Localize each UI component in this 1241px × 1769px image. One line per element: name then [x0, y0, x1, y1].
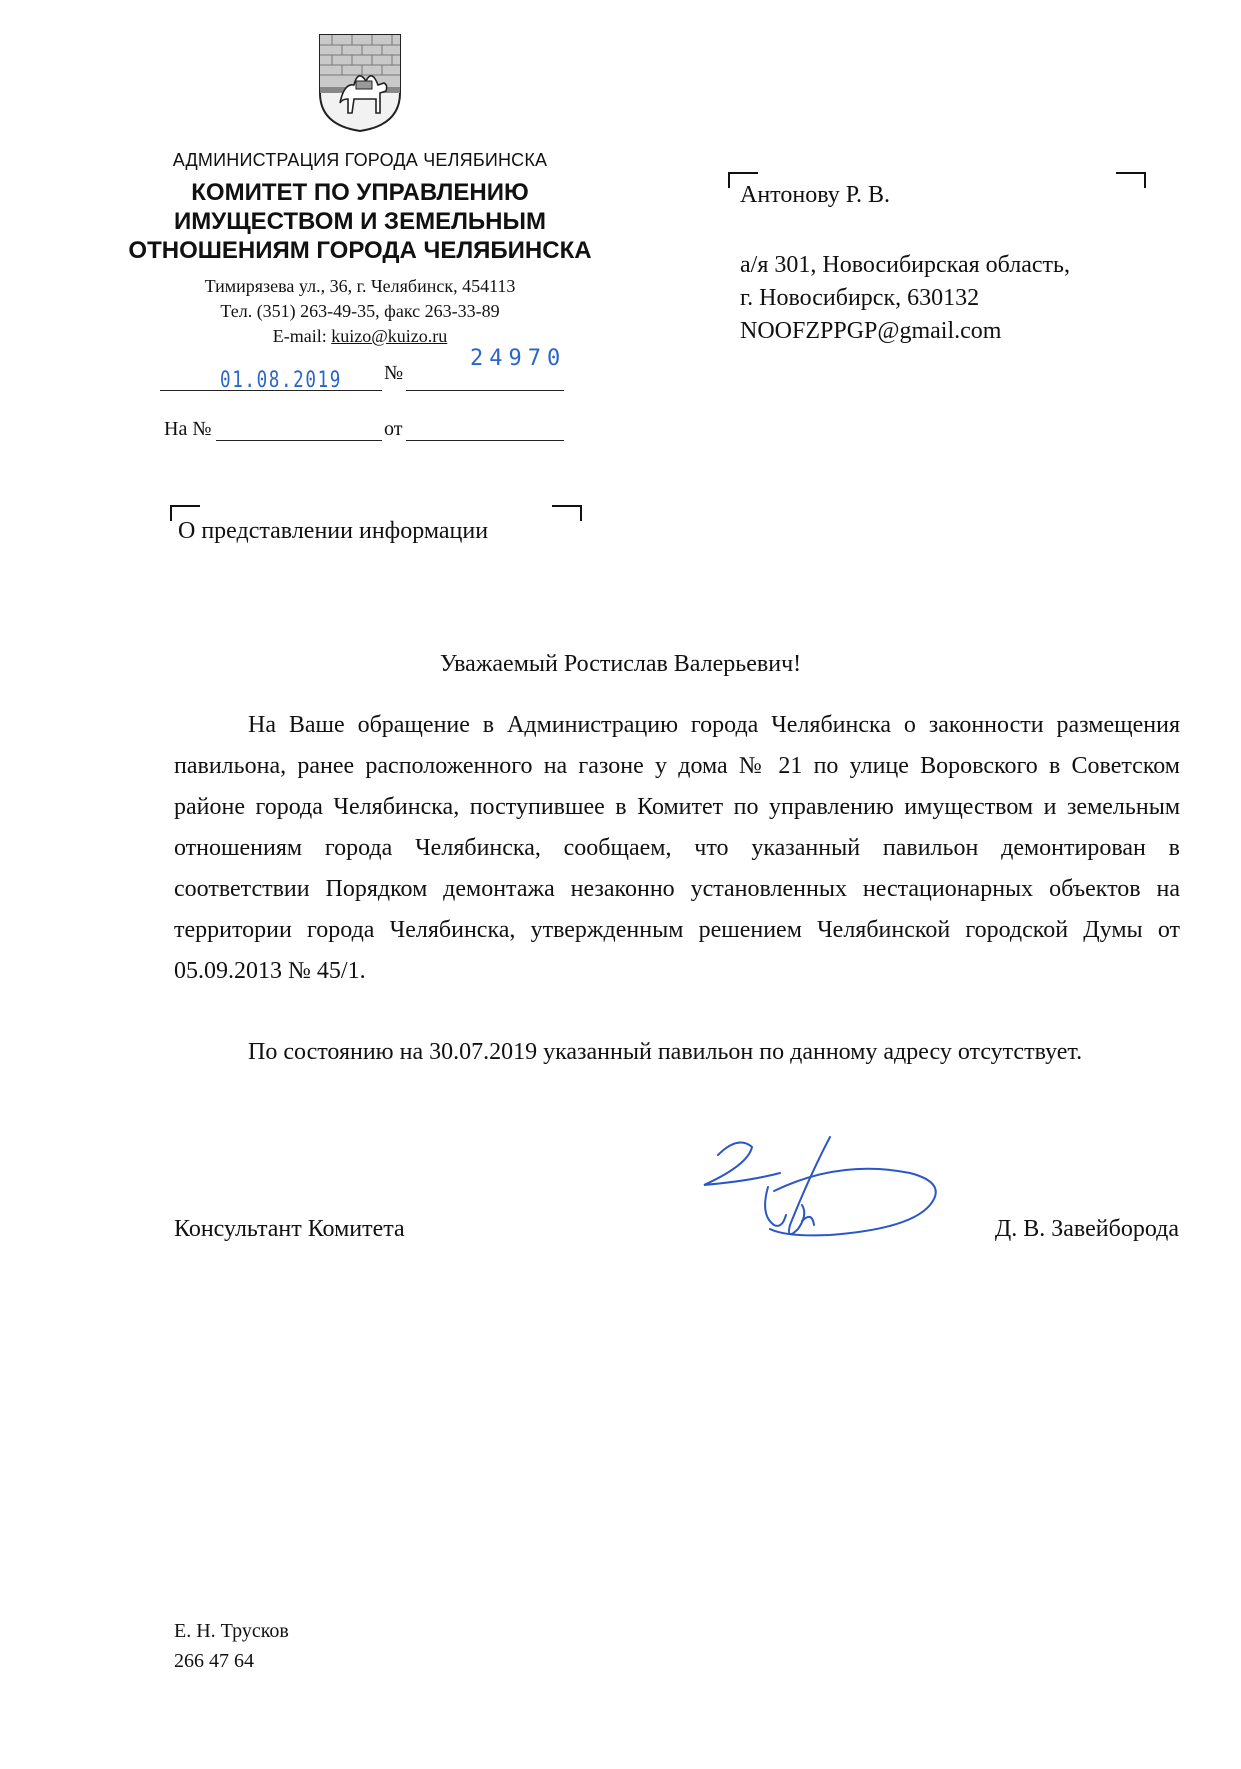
recipient-address-line: г. Новосибирск, 630132 [740, 285, 980, 311]
subject-corner-right [552, 505, 582, 521]
executor-block [174, 1616, 289, 1676]
signatory-position: Консультант Комитета [174, 1216, 405, 1242]
committee-title-line: ИМУЩЕСТВОМ И ЗЕМЕЛЬНЫМ [174, 208, 546, 235]
email-label: E-mail: [272, 326, 332, 346]
signatory-name: Д. В. Завейборода [994, 1216, 1179, 1242]
chelyabinsk-coat-of-arms-icon [318, 33, 402, 133]
salutation: Уважаемый Ростислав Валерьевич! [439, 651, 802, 677]
executor-phone: 266 47 64 [174, 1650, 254, 1672]
handwritten-signature [690, 1125, 950, 1265]
administration-title: АДМИНИСТРАЦИЯ ГОРОДА ЧЕЛЯБИНСКА [172, 150, 548, 170]
recipient-name: Антонову Р. В. [740, 182, 891, 208]
committee-address: Тимирязева ул., 36, г. Челябинск, 454113 [204, 276, 516, 296]
body-paragraph [174, 1032, 1180, 1073]
committee-title-line: КОМИТЕТ ПО УПРАВЛЕНИЮ [191, 179, 529, 206]
body-paragraph [174, 705, 1180, 992]
body-paragraph-text: По состоянию на 30.07.2019 указанный павильон по данному адресу отсутствует. [248, 1039, 1083, 1065]
committee-email-link[interactable]: kuizo@kuizo.ru [331, 326, 448, 346]
recipient-corner-right [1116, 172, 1146, 188]
committee-email-line [140, 326, 580, 347]
reply-label: На № [164, 418, 212, 440]
committee-title-line: ОТНОШЕНИЯМ ГОРОДА ЧЕЛЯБИНСКА [128, 237, 592, 264]
committee-phone: Тел. (351) 263-49-35, факс 263-33-89 [220, 301, 500, 321]
recipient-email: NOOFZPPGP@gmail.com [740, 318, 1002, 344]
reply-from-label: от [384, 418, 403, 440]
executor-name: Е. Н. Трусков [174, 1620, 289, 1642]
number-label: № [384, 362, 404, 384]
reply-number-line [216, 440, 382, 441]
number-line [406, 390, 564, 391]
recipient-address-line: а/я 301, Новосибирская область, [740, 252, 1070, 278]
reply-date-line [406, 440, 564, 441]
committee-title [110, 178, 610, 265]
number-stamp: 24970 [470, 346, 567, 371]
body-paragraph-text: На Ваше обращение в Администрацию города Челябинска о законности размещения павильона, ранее расположенного на газоне у дома № 21 по улице Воровского в Советском районе города Челябинска, поступившее в Комитет по управлению имуществом и земельным отношениям города Челябинска, сообщаем, что указанный павильон демонтирован в соответствии Порядком демонтажа незаконно установленных нестационарных объектов на территории города Челябинска, утвержденным решением Челябинской городской Думы от 05.09.2013 № 45/1. [174, 712, 1180, 984]
letter-subject: О представлении информации [178, 518, 489, 544]
date-stamp: 01.08.2019 [220, 368, 342, 393]
